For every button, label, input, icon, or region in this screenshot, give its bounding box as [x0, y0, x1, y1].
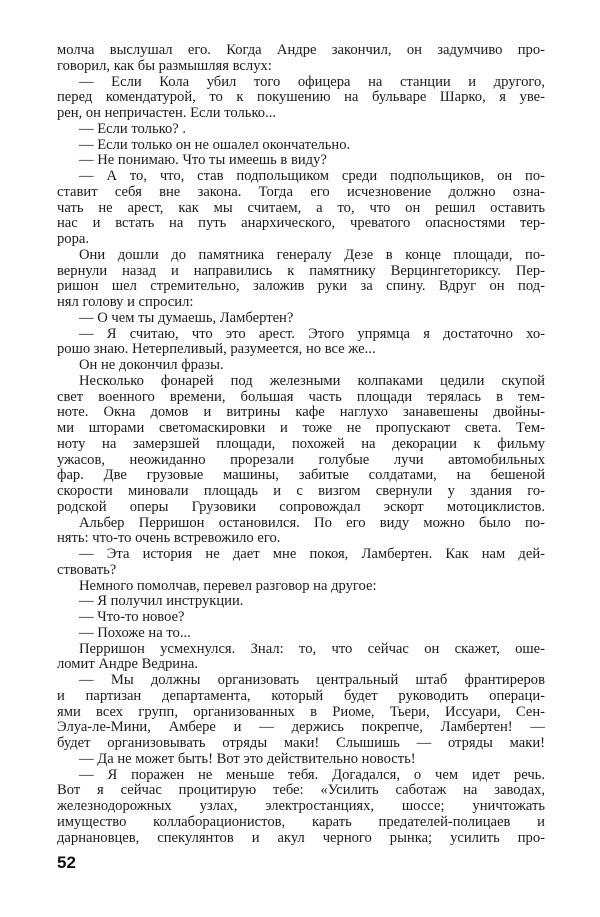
text-line: железнодорожных узлах, электростанциях, шоссе; уничтожать — [57, 799, 545, 814]
text-line: — Похоже на то... — [79, 625, 191, 641]
text-line: ноту на замерзшей площади, похожей на декорации к фильму — [57, 436, 545, 452]
text-line: Альбер Перришон остановился. По его виду можно было по- — [79, 515, 545, 531]
text-line: ставит себя вне закона. Тогда его исчезновение должно озна- — [57, 184, 545, 200]
text-line: — Если Кола убил того офицера на станции и другого, — [79, 74, 545, 90]
page-number: 52 — [57, 853, 76, 872]
book-page-text — [57, 43, 545, 846]
text-line: — Да не может быть! Вот это действительно новость! — [79, 751, 416, 767]
text-line: Немного помолчав, перевел разговор на другое: — [79, 578, 377, 594]
text-line: фар. Две грузовые машины, забитые солдатами, на бешеной — [57, 468, 545, 484]
text-line: Несколько фонарей под железными колпаками цедили скупой — [79, 373, 545, 389]
text-line: ришон шел стремительно, заложив руки за спину. Вдруг он под- — [57, 279, 545, 295]
text-line: говорил, как бы размышляя вслух: — [57, 58, 272, 74]
text-line: ноте. Окна домов и витрины кафе наглухо занавешены двойны- — [57, 405, 545, 421]
text-line: — Я считаю, что это арест. Этого упрямца я достаточно хо- — [79, 326, 545, 342]
text-line: нас и встать на путь анархического, чреватого опасностями тер- — [57, 216, 545, 232]
text-line: рора. — [57, 232, 90, 247]
text-line: нял голову и спросил: — [57, 295, 194, 310]
text-line: Элуа-ле-Мини, Амбере и — держись покрепче, Ламбертен! — — [57, 720, 545, 736]
text-line: молча выслушал его. Когда Андре закончил, он задумчиво про- — [57, 43, 545, 58]
text-line: ужасов, неожиданно прорезали голубые лучи автомобильных — [57, 452, 545, 468]
text-line: чать не арест, как мы считаем, а то, что он решил оставить — [57, 200, 545, 216]
text-line: будет организовывать отряды маки! Слышишь — отряды маки! — [57, 736, 545, 751]
text-line: рен, он непричастен. Если только... — [57, 106, 277, 121]
text-line: ствовать? — [57, 562, 117, 578]
text-line: ломит Андре Ведрина. — [57, 657, 199, 673]
text-line: — Мы должны организовать центральный штаб франтиреров — [79, 673, 545, 688]
text-line: имущество коллаборационистов, карать предателей-полицаев и — [57, 814, 545, 830]
text-line: ями всех групп, организованных в Риоме, Тьери, Иссуари, Сен- — [57, 704, 545, 720]
text-line: рошо знаю. Нетерпеливый, разумеется, но все же... — [57, 342, 376, 358]
text-line: перед комендатурой, то к покушению на бульваре Шарко, я уве- — [57, 90, 545, 106]
text-line: скорости миновали площадь и с визгом свернули у здания го- — [57, 484, 545, 499]
text-line: — О чем ты думаешь, Ламбертен? — [79, 310, 294, 326]
text-line: — А то, что, став подпольщиком среди подпольщиков, он по- — [79, 169, 545, 184]
text-line: и партизан департамента, который будет руководить операци- — [57, 688, 545, 704]
text-line: Он не докончил фразы. — [79, 358, 224, 373]
text-line: Вот я сейчас процитирую тебе: «Усилить саботаж на заводах, — [57, 783, 545, 799]
text-line: — Что-то новое? — [79, 610, 185, 625]
text-line: Перришон усмехнулся. Знал: то, что сейчас он скажет, оше- — [79, 641, 545, 657]
text-line: — Я получил инструкции. — [79, 594, 244, 610]
text-line: — Если только? . — [79, 121, 187, 137]
text-line: вернули назад и направились к памятнику Верцингеториксу. Пер- — [57, 263, 545, 279]
text-line: дарнановцев, спекулянтов и акул черного рынка; усилить про- — [57, 830, 545, 846]
text-line: — Эта история не дает мне покоя, Ламбертен. Как нам дей- — [79, 547, 545, 562]
text-line: свет военного времени, большая часть площади терялась в тем- — [57, 389, 545, 405]
text-line: нять: что-то очень встревожило его. — [57, 531, 281, 547]
text-line: ми шторами светомаскировки и тоже не пропускают света. Тем- — [57, 421, 545, 436]
text-line: родской оперы Грузовики сопровождал эскорт мотоциклистов. — [57, 499, 545, 515]
text-line: — Не понимаю. Что ты имеешь в виду? — [79, 153, 327, 169]
text-line: — Если только он не ошалел окончательно. — [79, 137, 351, 153]
text-line: — Я поражен не меньше тебя. Догадался, о чем идет речь. — [79, 767, 545, 783]
text-line: Они дошли до памятника генералу Дезе в конце площади, по- — [79, 247, 545, 263]
